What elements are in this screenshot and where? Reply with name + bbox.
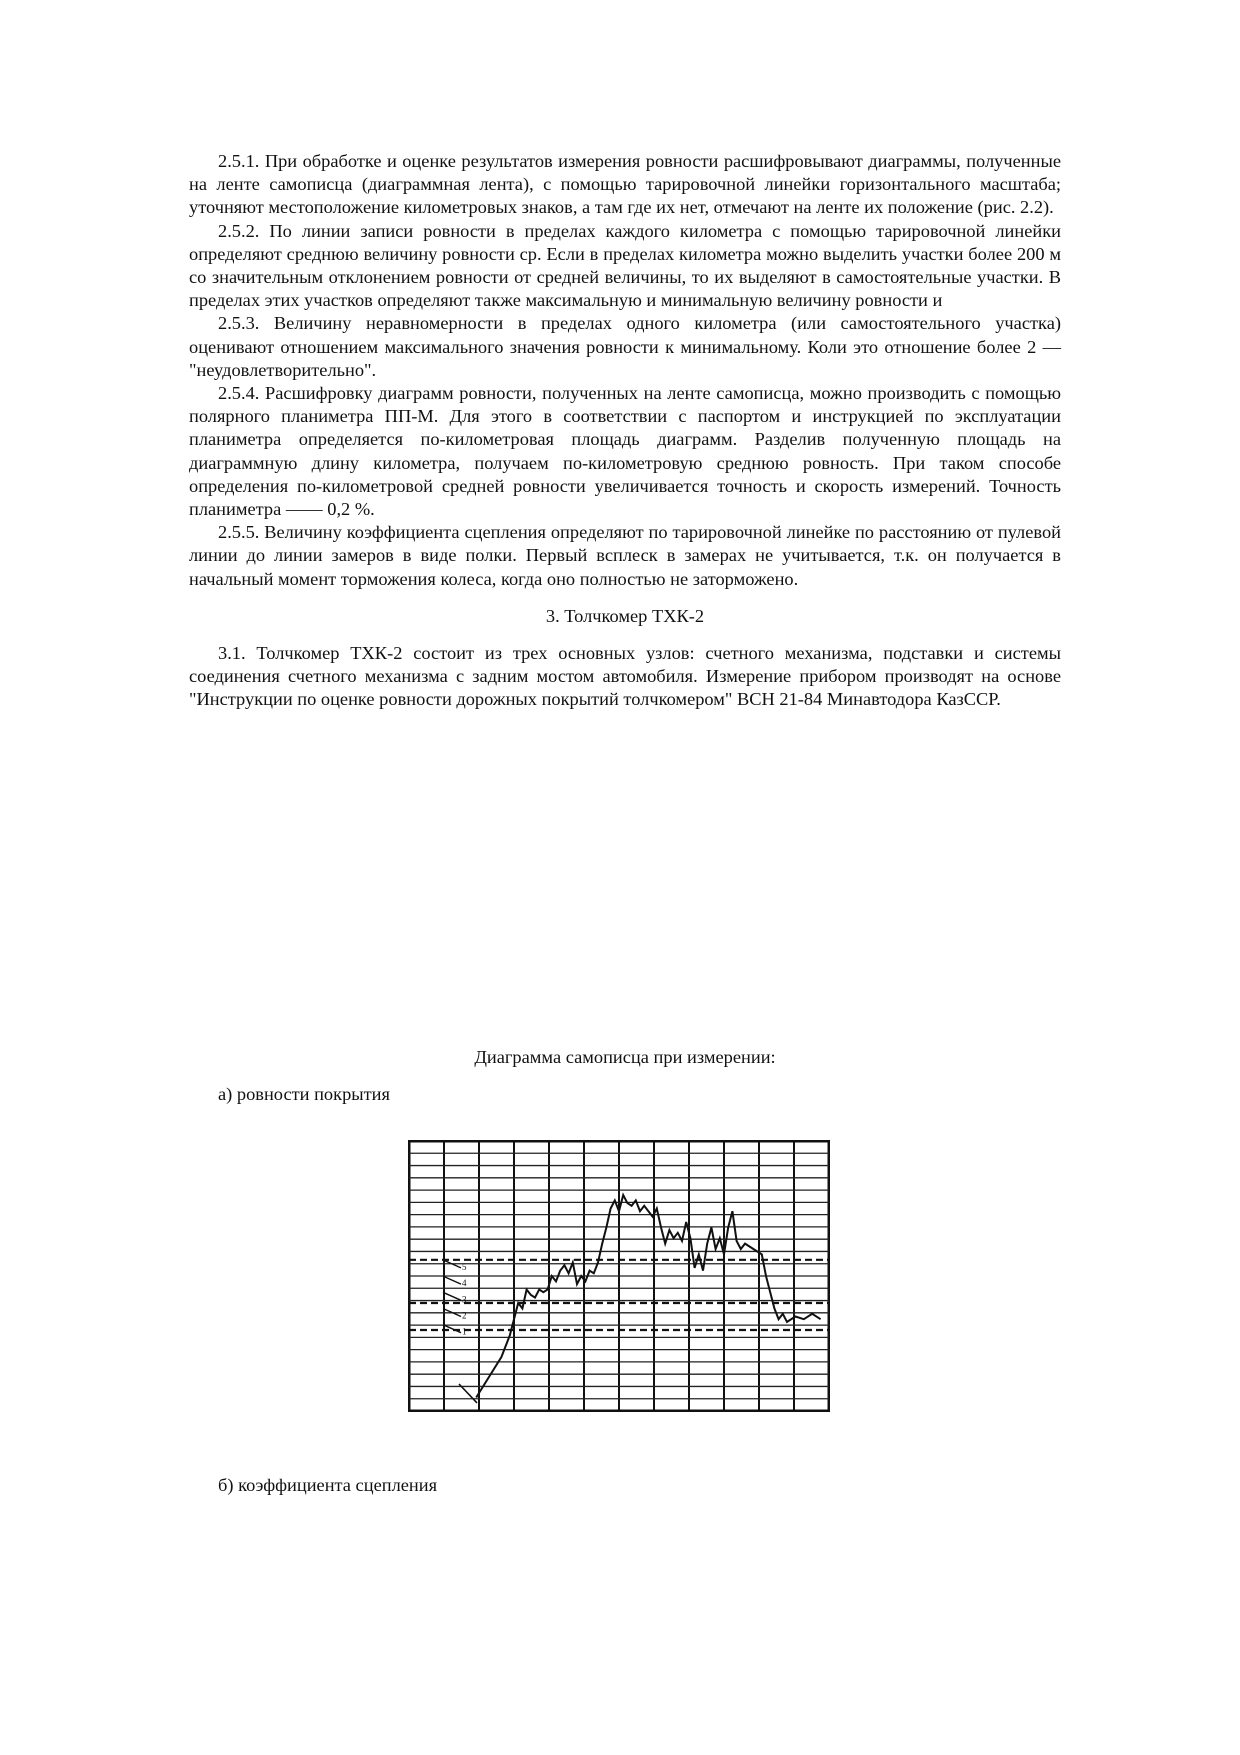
- marker-arrow: [443, 1292, 461, 1300]
- figure-sub-b: б) коэффициента сцепления: [218, 1475, 438, 1495]
- marker-label: 4: [462, 1278, 467, 1289]
- marker-label: 3: [462, 1294, 467, 1305]
- marker-arrow: [443, 1325, 461, 1333]
- figure-caption: Диаграмма самописца при измерении:: [474, 1047, 776, 1067]
- paragraph-2-5-5: 2.5.5. Величину коэффициента сцепления определяют по тарировочной линейке по расстоянию от пулевой линии до линии замеров в виде полки. Первый всплеск в замерах не учитывается, т.к. он получается в начальный момент торможения колеса, когда оно полностью не заторможено.: [189, 522, 1061, 589]
- marker-arrow: [443, 1276, 461, 1284]
- paragraph-3-1: 3.1. Толчкомер ТХК-2 состоит из трех основных узлов: счетного механизма, подставки и системы соединения счетного механизма с задним мостом автомобиля. Измерение прибором производят на основе "Инструкции по оценке ровности дорожных покрытий толчкомером" ВСН 21-84 Минавтодора КазССР.: [189, 643, 1061, 710]
- marker-label: 2: [462, 1310, 467, 1321]
- body-text: [189, 150, 1061, 712]
- marker-label: 1: [462, 1326, 467, 1337]
- section-heading: 3. Толчкомер ТХК-2: [545, 605, 705, 626]
- paragraph-2-5-3: 2.5.3. Величину неравномерности в пределах одного километра (или самостоятельного участка) оценивают отношением максимального значения ровности к минимальному. Коли это отношение более 2 — "неудовлетворительно".: [189, 313, 1061, 380]
- recorder-diagram-figure: [408, 1140, 830, 1412]
- paragraph-2-5-4: 2.5.4. Расшифровку диаграмм ровности, полученных на ленте самописца, можно производить с помощью полярного планиметра ПП-М. Для этого в соответствии с паспортом и инструкцией по эксплуатации планиметра определяется по-километровая площадь диаграмм. Разделив полученную площадь на диаграммную длину километра, получаем по-километровую среднюю ровность. При таком способе определения по-километровой средней ровности увеличивается точность и скорость измерений. Точность планиметра —— 0,2 %.: [189, 383, 1061, 520]
- diagram-markers: [443, 1260, 477, 1403]
- paragraph-2-5-1: 2.5.1. При обработке и оценке результатов измерения ровности расшифровывают диаграммы, полученные на ленте самописца (диаграммная лента), с помощью тарировочной линейки горизонтального масштаба; уточняют местоположение километровых знаков, а там где их нет, отмечают на ленте их положение (рис. 2.2).: [189, 151, 1061, 218]
- marker-label: 5: [462, 1261, 467, 1272]
- diagram-trace: [476, 1195, 820, 1398]
- figure-sub-a: а) ровности покрытия: [218, 1084, 390, 1104]
- paragraph-2-5-2: 2.5.2. По линии записи ровности в пределах каждого километра с помощью тарировочной линейки определяют среднюю величину ровности ср. Если в пределах километра можно выделить участки более 200 м со значительным отклонением ровности от средней величины, то их выделяют в самостоятельные участки. В пределах этих участков определяют также максимальную и минимальную величину ровности и: [189, 220, 1061, 311]
